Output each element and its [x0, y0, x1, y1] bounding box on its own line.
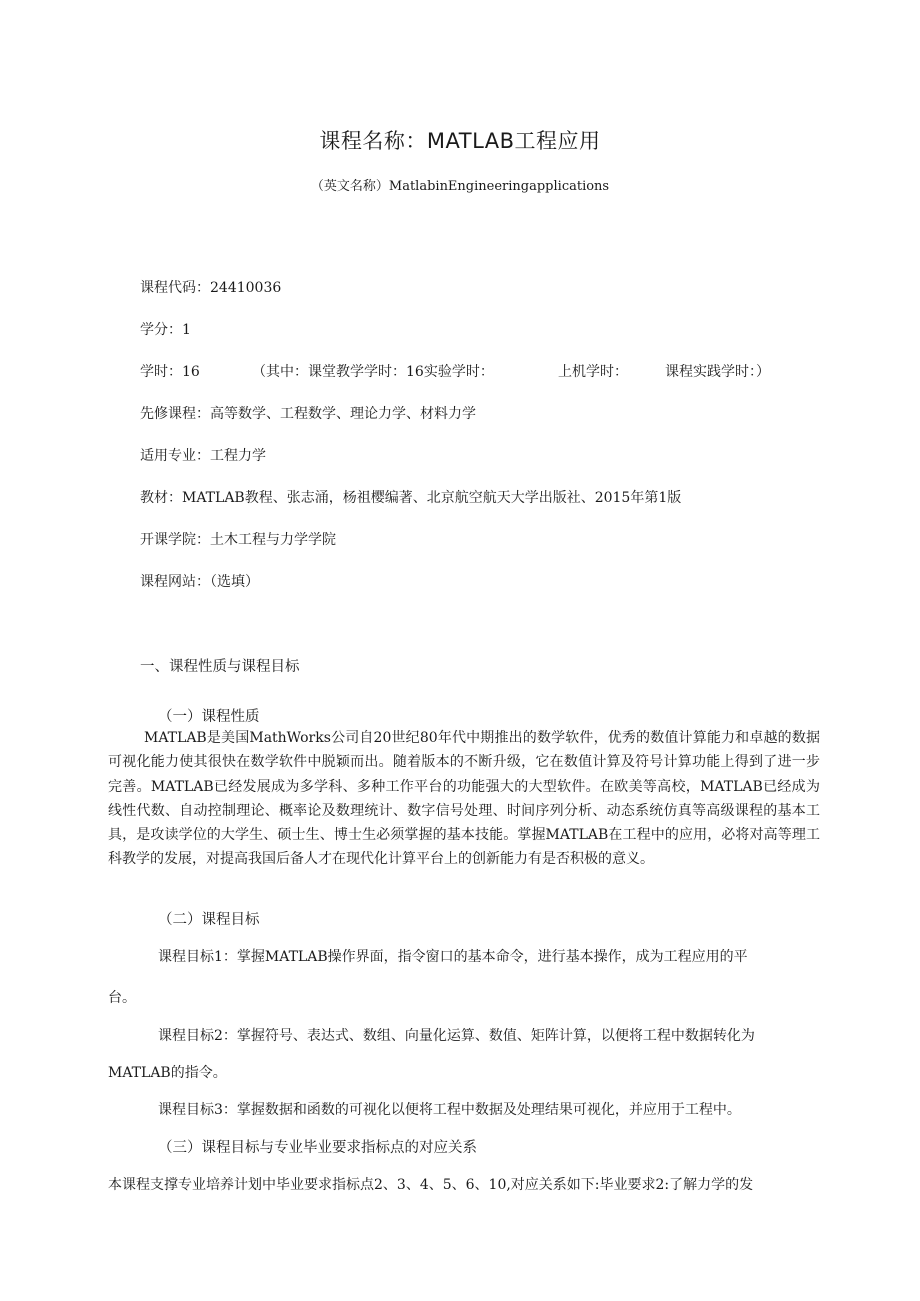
- website-row: [140, 571, 259, 591]
- course-code-label: 课程代码：: [140, 280, 210, 296]
- college-row: [140, 529, 336, 549]
- goal-3-line-1: 课程目标3：掌握数据和函数的可视化以便将工程中数据及处理结果可视化，并应用于工程中。: [158, 1102, 741, 1118]
- credit-value: 1: [182, 322, 191, 338]
- college-label: 开课学院：: [140, 532, 210, 548]
- prereq-row: [140, 403, 476, 423]
- textbook-value: MATLAB教程、张志涌，杨祖樱编著、北京航空航天大学出版社、2015年第1版: [182, 490, 682, 506]
- major-label: 适用专业：: [140, 448, 210, 464]
- goal-2-line-2: MATLAB的指令。: [108, 1065, 227, 1081]
- course-title: 课程名称：MATLAB工程应用: [319, 129, 601, 153]
- goal-mapping-text: 本课程支撑专业培养计划中毕业要求指标点2、3、4、5、6、10,对应关系如下:毕业要求2:了解力学的发: [108, 1177, 754, 1193]
- website-value: （选填）: [210, 574, 259, 590]
- subheading-course-nature: （一）课程性质: [158, 709, 260, 725]
- hours-detail-2: 上机学时：: [558, 364, 628, 380]
- goal-1-line-2: 台。: [108, 990, 136, 1006]
- website-label: 课程网站：: [140, 574, 210, 590]
- goal-1-line-1: 课程目标1：掌握MATLAB操作界面，指令窗口的基本命令，进行基本操作，成为工程应用的平: [158, 949, 748, 965]
- goal-2-line-1: 课程目标2：掌握符号、表达式、数组、向量化运算、数值、矩阵计算，以便将工程中数据转化为: [158, 1028, 755, 1044]
- hours-detail-1: （其中：课堂教学学时：16实验学时：: [252, 364, 494, 380]
- textbook-label: 教材：: [140, 490, 182, 506]
- subheading-goal-mapping: （三）课程目标与专业毕业要求指标点的对应关系: [158, 1140, 477, 1156]
- credit-label: 学分：: [140, 322, 182, 338]
- course-code-value: 24410036: [210, 280, 282, 296]
- prereq-value: 高等数学、工程数学、理论力学、材料力学: [210, 406, 476, 422]
- course-nature-paragraph: MATLAB是美国MathWorks公司自20世纪80年代中期推出的数学软件，优秀的数值计算能力和卓越的数据可视化能力使其很快在数学软件中脱颖而出。随着版本的不断升级，它在数值计算及符号计算功能上得到了进一步完善。MATLAB已经发展成为多学科、多种工作平台的功能强大的大型软件。在欧美等高校，MATLAB已经成为线性代数、自动控制理论、概率论及数理统计、数字信号处理、时间序列分析、动态系统仿真等高级课程的基本工具，是攻读学位的大学生、硕士生、博士生必须掌握的基本技能。掌握MATLAB在工程中的应用，必将对高等理工科教学的发展，对提高我国后备人才在现代化计算平台上的创新能力有是否积极的意义。: [108, 730, 820, 868]
- college-value: 土木工程与力学学院: [210, 532, 336, 548]
- hours-value: 16: [182, 364, 200, 380]
- textbook-row: [140, 487, 681, 507]
- subheading-course-goals: （二）课程目标: [158, 912, 260, 928]
- credit-row: [140, 319, 191, 339]
- major-row: [140, 445, 266, 465]
- hours-label: 学时：: [140, 364, 182, 380]
- hours-detail-3: 课程实践学时：）: [665, 364, 770, 380]
- major-value: 工程力学: [210, 448, 266, 464]
- section-heading-nature-goals: 一、课程性质与课程目标: [140, 659, 300, 675]
- hours-row: [140, 361, 200, 381]
- english-course-name: （英文名称）MatlabinEngineeringapplications: [310, 179, 610, 194]
- course-code-row: [140, 277, 281, 297]
- prereq-label: 先修课程：: [140, 406, 210, 422]
